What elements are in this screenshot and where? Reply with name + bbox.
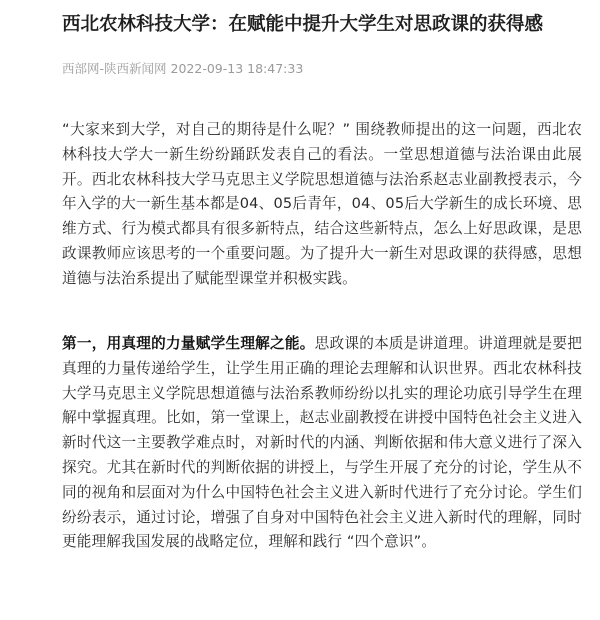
paragraph-body: “大家来到大学，对自己的期待是什么呢？” 围绕教师提出的这一问题，西北农林科技大学大一新生纷纷踊跃发表自己的看法。一堂思想道德与法治课由此展开。西北农林科技大学马克思主义学院思想道德与法治系赵志业副教授表示，今年入学的大一新生基本都是04、05后青年，04、05后大学新生的成长环境、思维方式、行为模式都具有很多新特点，结合这些新特点，怎么上好思政课，是思政课教师应该思考的一个重要问题。为了提升大一新生对思政课的获得感，思想道德与法治系提出了赋能型课堂并积极实践。 [62,121,582,287]
paragraph-body: 思政课的本质是讲道理。讲道理就是要把真理的力量传递给学生，让学生用正确的理论去理解和认识世界。西北农林科技大学马克思主义学院思想道德与法治系教师纷纷以扎实的理论功底引导学生在理解中掌握真理。比如，第一堂课上，赵志业副教授在讲授中国特色社会主义进入新时代这一主要教学难点时，对新时代的内涵、判断依据和伟大意义进行了深入探究。尤其在新时代的判断依据的讲授上，与学生开展了充分的讨论，学生从不同的视角和层面对为什么中国特色社会主义进入新时代进行了充分讨论。学生们纷纷表示，通过讨论，增强了自身对中国特色社会主义进入新时代的理解，同时更能理解我国发展的战略定位，理解和践行 “四个意识”。 [62,335,582,551]
article-title: 西北农林科技大学：在赋能中提升大学生对思政课的获得感 [62,14,544,35]
article-meta [62,60,303,78]
article-paragraph-1 [62,118,582,292]
article-paragraph-2 [62,332,582,555]
article-datetime: 2022-09-13 18:47:33 [170,61,304,76]
paragraph-lead: 第一，用真理的力量赋学生理解之能。 [62,335,315,352]
article-source: 西部网-陕西新闻网 [62,61,167,76]
